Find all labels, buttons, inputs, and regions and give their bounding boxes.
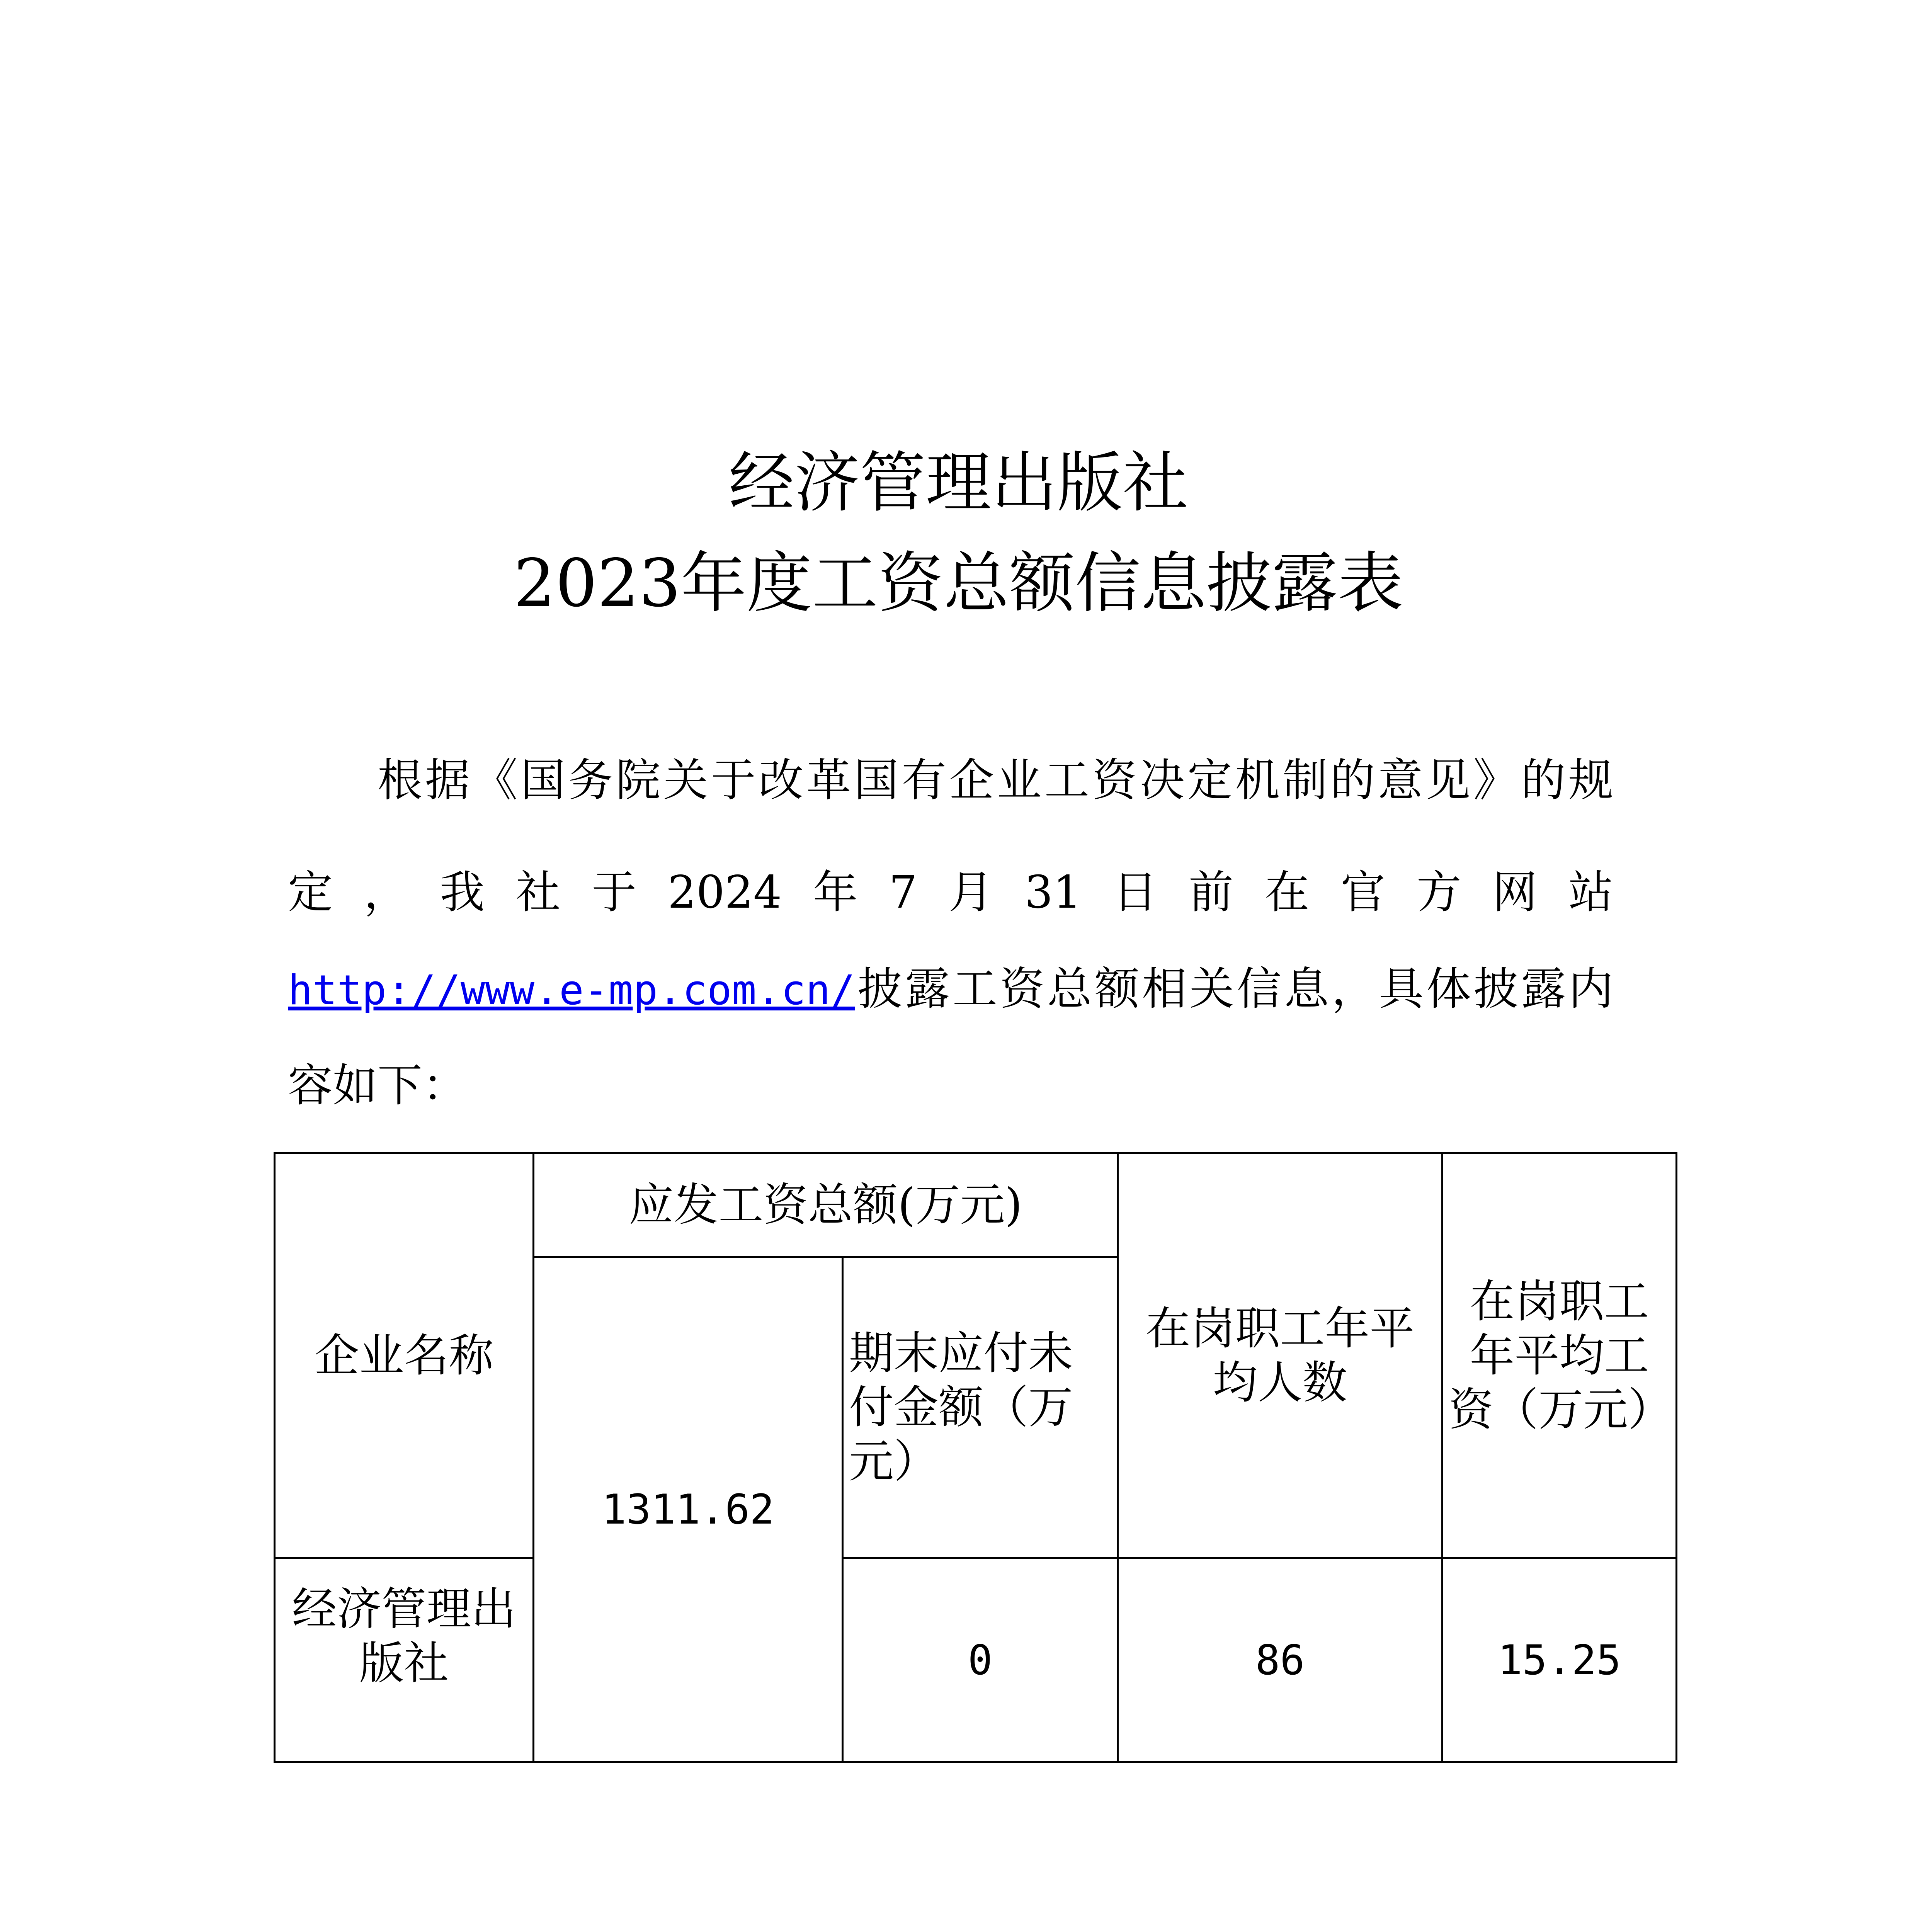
cell-avg-headcount: 86 (1118, 1558, 1442, 1762)
cell-avg-wage: 15.25 (1442, 1558, 1677, 1762)
header-unpaid-amount: 期末应付未付金额（万元） (843, 1257, 1118, 1558)
intro-line-3-text: 披露工资总额相关信息，具体披露内 (855, 963, 1613, 1015)
website-link[interactable]: http://www.e-mp.com.cn/ (288, 966, 855, 1014)
intro-line-2: 定，我社于2024年7月31日前在官方网站 (288, 866, 1613, 918)
intro-line-3 (288, 962, 1613, 1017)
header-avg-wage: 在岗职工年平均工资（万元） (1442, 1153, 1677, 1558)
cell-company-name: 经济管理出版社 (275, 1558, 534, 1762)
document-subtitle: 2023年度工资总额信息披露表 (514, 545, 1403, 622)
wage-disclosure-table (274, 1152, 1677, 1763)
cell-total-wage-payable: 1311.62 (534, 1257, 843, 1762)
intro-line-1: 根据《国务院关于改革国有企业工资决定机制的意见》的规 (378, 754, 1613, 806)
document-title: 经济管理出版社 (728, 445, 1189, 521)
header-total-wage-payable: 应发工资总额(万元) (534, 1153, 1118, 1257)
header-avg-headcount: 在岗职工年平均人数 (1118, 1153, 1442, 1558)
header-company-name: 企业名称 (275, 1153, 534, 1558)
cell-unpaid-amount: 0 (843, 1558, 1118, 1762)
intro-line-4: 容如下： (288, 1060, 467, 1112)
